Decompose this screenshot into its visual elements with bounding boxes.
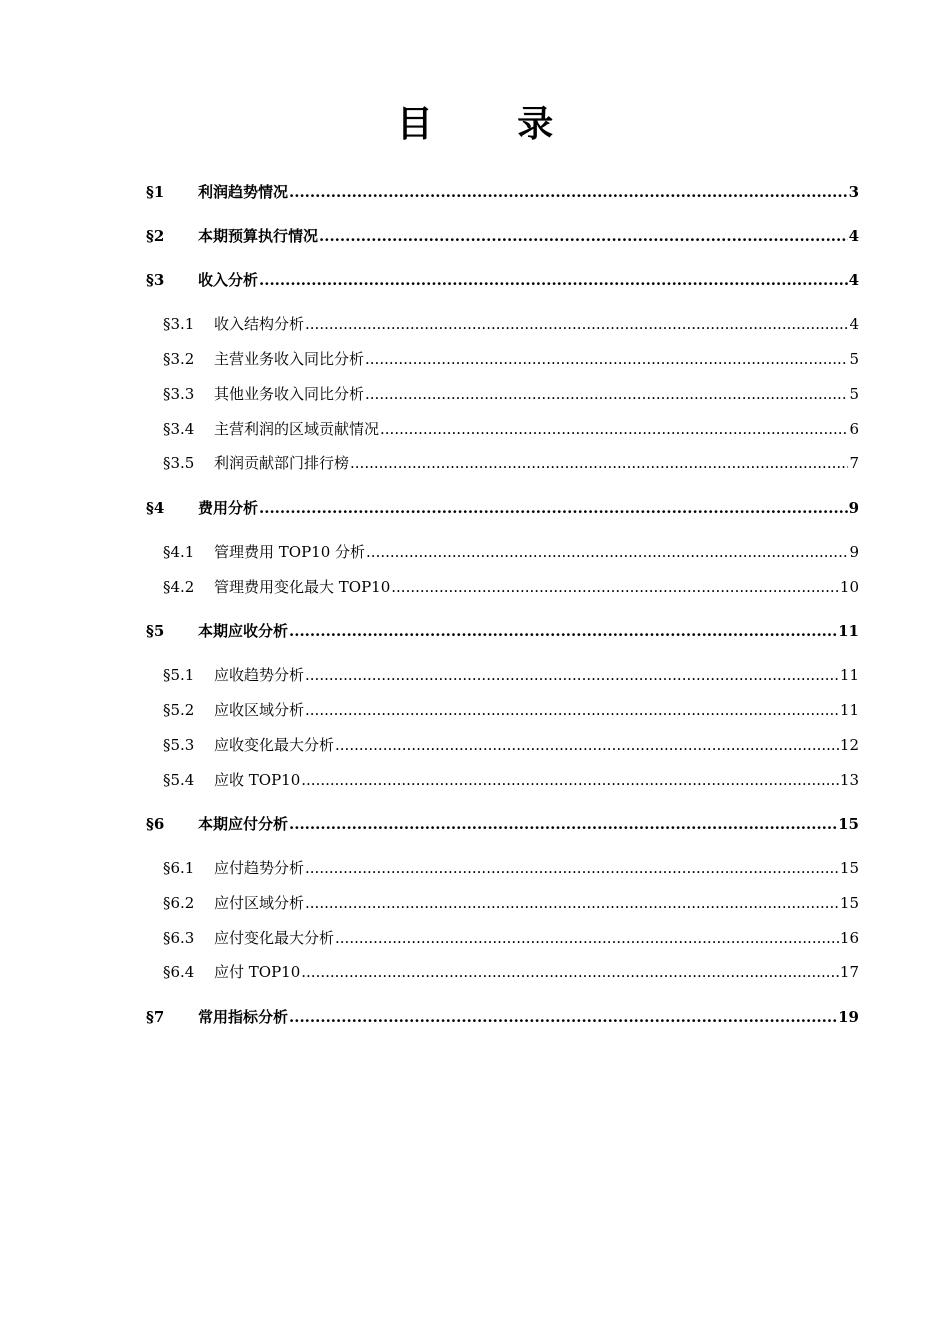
toc-entry-6-2[interactable] [163, 891, 859, 915]
toc-entry-4-2[interactable] [163, 575, 859, 599]
toc-number: §6.1 [163, 859, 195, 877]
toc-entry-4[interactable] [146, 496, 859, 520]
toc-label: 应付趋势分析 [214, 859, 305, 877]
toc-label: 常用指标分析 [198, 1008, 289, 1026]
toc-leader [335, 926, 839, 950]
toc-page-number: 11 [839, 701, 859, 719]
toc-leader [366, 540, 848, 564]
toc-number: §3.4 [163, 420, 195, 438]
toc-label: 主营利润的区域贡献情况 [214, 420, 380, 438]
toc-page-number: 16 [839, 929, 859, 947]
toc-page-number: 13 [839, 771, 859, 789]
toc-label: 应收区域分析 [214, 701, 305, 719]
toc-entry-6-1[interactable] [163, 856, 859, 880]
toc-leader [350, 451, 848, 475]
toc-label: 利润贡献部门排行榜 [214, 454, 350, 472]
toc-number: §3.2 [163, 350, 195, 368]
toc-entry-2[interactable] [146, 224, 859, 248]
toc-number: §4 [146, 499, 165, 517]
toc-leader [365, 347, 848, 371]
toc-number: §6 [146, 815, 165, 833]
toc-label: 应付变化最大分析 [214, 929, 335, 947]
toc-page-number: 15 [839, 894, 859, 912]
toc-entry-6[interactable] [146, 812, 859, 836]
toc-page-number: 4 [848, 227, 859, 245]
toc-label: 应收趋势分析 [214, 666, 305, 684]
toc-leader [301, 960, 839, 984]
toc-leader [305, 856, 839, 880]
toc-page-number: 5 [849, 385, 859, 403]
toc-entry-6-4[interactable] [163, 960, 859, 984]
toc-page-number: 11 [838, 622, 859, 640]
toc-page-number: 15 [838, 815, 859, 833]
toc-leader [301, 768, 839, 792]
toc-number: §6.3 [163, 929, 195, 947]
toc-entry-3-4[interactable] [163, 417, 859, 441]
toc-leader [319, 224, 848, 248]
toc-page-number: 9 [849, 543, 859, 561]
toc-label: 主营业务收入同比分析 [214, 350, 365, 368]
toc-label: 应收变化最大分析 [214, 736, 335, 754]
toc-leader [289, 180, 848, 204]
toc-leader [289, 1005, 837, 1029]
toc-number: §3.3 [163, 385, 195, 403]
toc-number: §4.1 [163, 543, 195, 561]
toc-label: 利润趋势情况 [198, 183, 289, 201]
page-title: 目 录 [396, 104, 590, 145]
toc-leader [305, 663, 839, 687]
toc-entry-7[interactable] [146, 1005, 859, 1029]
toc-entry-3-3[interactable] [163, 382, 859, 406]
toc-entry-3[interactable] [146, 268, 859, 292]
toc-label: 应付 TOP10 [214, 963, 301, 981]
toc-page-number: 10 [839, 578, 859, 596]
toc-leader [365, 382, 848, 406]
toc-number: §3.5 [163, 454, 195, 472]
toc-leader [305, 698, 839, 722]
toc-page-number: 3 [848, 183, 859, 201]
toc-leader [335, 733, 839, 757]
toc-page-number: 5 [849, 350, 859, 368]
toc-number: §5.1 [163, 666, 195, 684]
toc-entry-5[interactable] [146, 619, 859, 643]
toc-label: 本期应收分析 [198, 622, 289, 640]
toc-leader [391, 575, 839, 599]
toc-label: 收入分析 [198, 271, 259, 289]
toc-entry-4-1[interactable] [163, 540, 859, 564]
toc-leader [305, 312, 848, 336]
toc-entry-3-1[interactable] [163, 312, 859, 336]
toc-leader [259, 268, 848, 292]
toc-entry-5-2[interactable] [163, 698, 859, 722]
toc-page-number: 17 [839, 963, 859, 981]
toc-entry-5-4[interactable] [163, 768, 859, 792]
toc-number: §3 [146, 271, 165, 289]
toc-page-number: 15 [839, 859, 859, 877]
toc-number: §1 [146, 183, 165, 201]
toc-number: §2 [146, 227, 165, 245]
toc-number: §5 [146, 622, 165, 640]
toc-label: 应付区域分析 [214, 894, 305, 912]
toc-label: 其他业务收入同比分析 [214, 385, 365, 403]
toc-leader [305, 891, 839, 915]
toc-page-number: 12 [839, 736, 859, 754]
toc-page-number: 11 [839, 666, 859, 684]
toc-number: §6.2 [163, 894, 195, 912]
toc-leader [289, 619, 837, 643]
toc-leader [380, 417, 848, 441]
toc-page-number: 4 [849, 315, 859, 333]
toc-page-number: 7 [849, 454, 859, 472]
toc-page-number: 4 [848, 271, 859, 289]
toc-entry-5-3[interactable] [163, 733, 859, 757]
toc-page-number: 9 [848, 499, 859, 517]
toc-number: §5.4 [163, 771, 195, 789]
toc-number: §3.1 [163, 315, 195, 333]
toc-entry-1[interactable] [146, 180, 859, 204]
toc-number: §6.4 [163, 963, 195, 981]
toc-label: 本期应付分析 [198, 815, 289, 833]
toc-label: 本期预算执行情况 [198, 227, 319, 245]
toc-entry-6-3[interactable] [163, 926, 859, 950]
toc-page-number: 6 [849, 420, 859, 438]
toc-label: 费用分析 [198, 499, 259, 517]
toc-entry-3-5[interactable] [163, 451, 859, 475]
toc-entry-3-2[interactable] [163, 347, 859, 371]
toc-entry-5-1[interactable] [163, 663, 859, 687]
toc-label: 管理费用变化最大 TOP10 [214, 578, 391, 596]
toc-label: 应收 TOP10 [214, 771, 301, 789]
toc-number: §7 [146, 1008, 165, 1026]
toc-number: §5.2 [163, 701, 195, 719]
toc-page-number: 19 [838, 1008, 859, 1026]
toc-number: §4.2 [163, 578, 195, 596]
toc-number: §5.3 [163, 736, 195, 754]
toc-leader [289, 812, 837, 836]
toc-label: 管理费用 TOP10 分析 [214, 543, 366, 561]
toc-label: 收入结构分析 [214, 315, 305, 333]
toc-leader [259, 496, 848, 520]
